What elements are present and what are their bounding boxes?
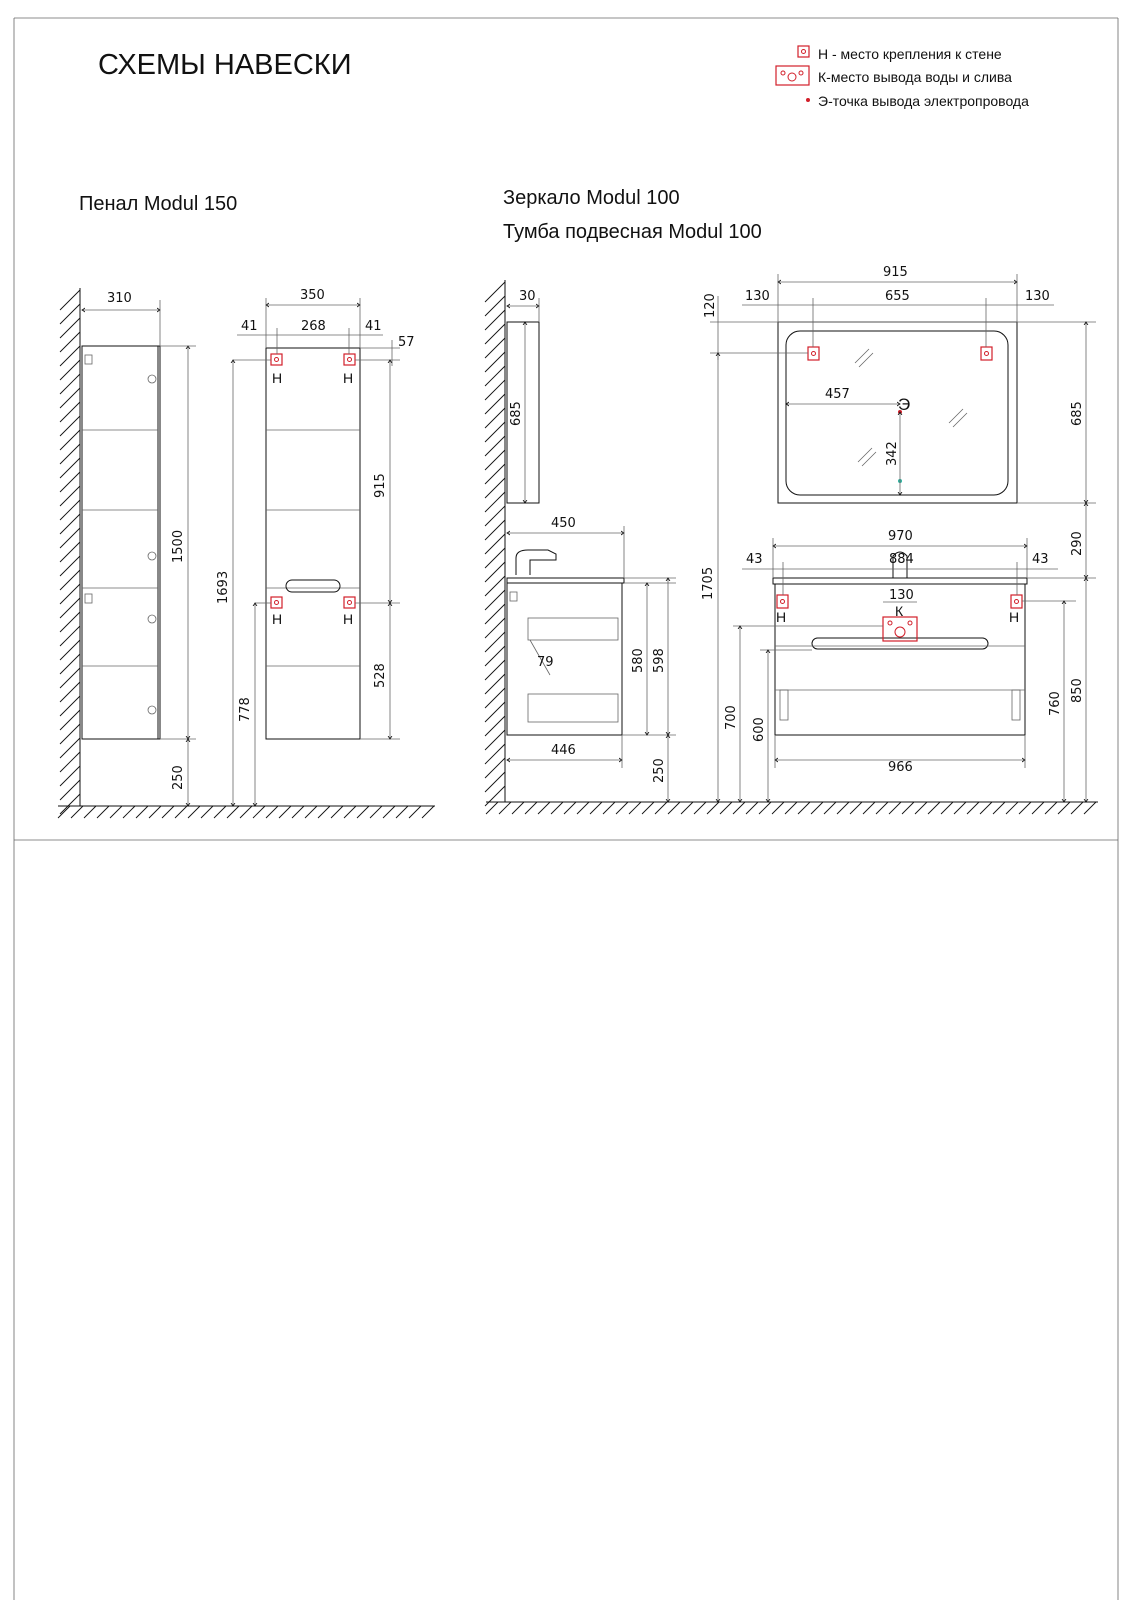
dim-penal-top-offset: 57	[398, 335, 415, 350]
cabinet-water-outlet	[883, 603, 917, 641]
dim-cabinet-body-depth: 446	[551, 743, 576, 758]
dim-mirror-top-offset: 120	[703, 293, 718, 318]
dim-cabinet-mount-height: 760	[1048, 691, 1063, 716]
svg-text:Н: Н	[776, 609, 787, 625]
dim-penal-total-height: 1693	[216, 570, 231, 604]
dim-mirror-gap: 290	[1070, 531, 1085, 556]
dim-penal-depth: 310	[107, 291, 132, 306]
dim-penal-lower-mount-height: 778	[238, 697, 253, 722]
dim-penal-edge-right: 41	[365, 319, 382, 334]
mirror-mount-right	[981, 347, 992, 360]
dim-penal-inner: 268	[301, 319, 326, 334]
legend-item-mount: Н - место крепления к стене	[818, 46, 1002, 62]
dim-mirror-mount-height: 1705	[701, 566, 716, 600]
page-frame	[14, 18, 1118, 1600]
penal-mount-top-left	[271, 354, 282, 386]
dim-cabinet-depth: 450	[551, 516, 576, 531]
mirror-power-point	[898, 395, 910, 414]
svg-text:Э: Э	[898, 395, 911, 414]
legend	[776, 46, 1029, 109]
dim-cabinet-outlet-width: 130	[889, 588, 914, 603]
wall-right	[485, 280, 505, 806]
dim-penal-height: 1500	[171, 529, 186, 563]
penal-mount-top-right	[343, 354, 355, 386]
dim-cabinet-body-width: 966	[888, 760, 913, 775]
dim-penal-edge-left: 41	[241, 319, 258, 334]
penal-mount-bottom-left	[271, 597, 282, 627]
legend-item-power: Э-точка вывода электропровода	[818, 93, 1029, 109]
dim-cabinet-height-600: 600	[752, 717, 767, 742]
dim-cabinet-width: 970	[888, 529, 913, 544]
penal-side-view	[82, 291, 196, 806]
svg-text:Н: Н	[272, 370, 283, 386]
cabinet-mount-left	[776, 595, 788, 625]
floor-left	[58, 806, 435, 818]
dim-penal-mount-spacing: 915	[373, 473, 388, 498]
cabinet-front-view	[724, 529, 1096, 802]
water-outlet-icon	[776, 66, 809, 85]
dim-mirror-width: 915	[883, 265, 908, 280]
dim-mirror-depth: 30	[519, 289, 536, 304]
svg-text:Н: Н	[272, 611, 283, 627]
dim-mirror-power-y: 342	[885, 441, 900, 466]
svg-text:Н: Н	[343, 370, 354, 386]
penal-mount-bottom-right	[343, 597, 355, 627]
dim-cabinet-edge-left: 43	[746, 552, 763, 567]
section-title-mirror: Зеркало Modul 100	[503, 187, 680, 209]
section-title-penal: Пенал Modul 150	[79, 193, 238, 215]
dim-mirror-edge-right: 130	[1025, 289, 1050, 304]
mirror-side-view	[507, 289, 539, 503]
dim-penal-floor-gap: 250	[171, 765, 186, 790]
dim-penal-lower-part: 528	[373, 663, 388, 688]
dim-mirror-height: 685	[1070, 401, 1085, 426]
dim-mirror-mount-spacing: 655	[885, 289, 910, 304]
svg-text:К: К	[895, 603, 904, 619]
cabinet-side-view	[507, 516, 676, 802]
svg-text:Н: Н	[343, 611, 354, 627]
penal-front-view	[216, 288, 415, 806]
dim-cabinet-total-height: 598	[652, 648, 667, 673]
dim-cabinet-mount-spacing: 884	[889, 552, 914, 567]
dim-cabinet-edge-right: 43	[1032, 552, 1049, 567]
mirror-mount-left	[808, 347, 819, 360]
floor-right	[486, 802, 1098, 814]
section-title-cabinet: Тумба подвесная Modul 100	[503, 221, 762, 243]
dim-cabinet-drawer-gap: 79	[537, 655, 554, 670]
dim-cabinet-top-height: 850	[1070, 678, 1085, 703]
dim-cabinet-body-height: 580	[631, 648, 646, 673]
dim-mirror-side-height: 685	[509, 401, 524, 426]
dim-cabinet-floor-gap: 250	[652, 758, 667, 783]
dim-cabinet-height-700: 700	[724, 705, 739, 730]
power-point-icon	[806, 98, 810, 102]
dim-mirror-power-x: 457	[825, 387, 850, 402]
svg-text:Н: Н	[1009, 609, 1020, 625]
page-title: СХЕМЫ НАВЕСКИ	[98, 49, 352, 81]
wall-mount-icon	[798, 46, 809, 57]
wall-left	[60, 288, 80, 814]
dim-mirror-edge-left: 130	[745, 289, 770, 304]
legend-item-water: К-место вывода воды и слива	[818, 69, 1012, 85]
cabinet-mount-right	[1009, 595, 1022, 625]
dim-penal-width: 350	[300, 288, 325, 303]
